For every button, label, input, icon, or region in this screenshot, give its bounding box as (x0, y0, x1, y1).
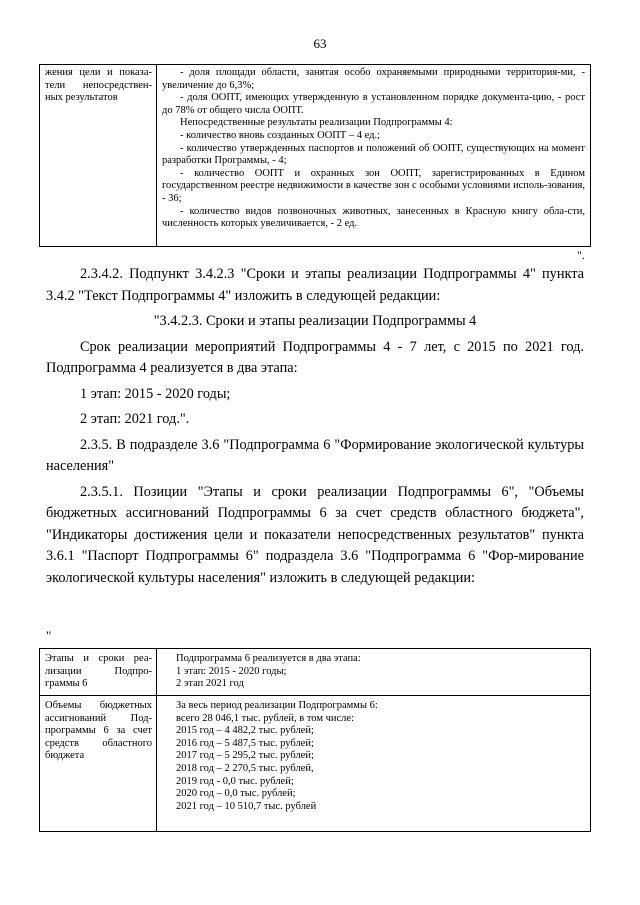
stage-line: Подпрограмма 6 реализуется в два этапа: (176, 653, 361, 664)
indicator-line: - доля площади области, занятая особо охраняемыми природными территория-ми, - увеличение до 6,3%; (162, 67, 585, 91)
paragraph: 2.3.4.2. Подпункт 3.4.2.3 "Сроки и этапы реализации Подпрограммы 4" пункта 3.4.2 "Текст Подпрограммы 4" изложить в следующей редакции: (46, 266, 584, 304)
budget-line: 2019 год - 0,0 тыс. рублей; (176, 775, 294, 787)
stages-label-cell (40, 649, 157, 696)
budget-line: 2020 год – 0,0 тыс. рублей; (176, 788, 296, 800)
paragraph: Срок реализации мероприятий Подпрограммы 4 - 7 лет, с 2015 по 2021 год. Подпрограмма 4 реализуется в два этапа: (46, 338, 584, 376)
section-heading: "3.4.2.3. Сроки и этапы реализации Подпрограммы 4 (153, 313, 477, 329)
budget-line: 2018 год – 2 270,5 тыс. рублей, (176, 762, 314, 774)
opening-quote: " (46, 628, 52, 643)
paragraph: 2.3.5. В подразделе 3.6 "Подпрограмма 6 "Формирование экологической культуры населения" (46, 436, 584, 474)
indicator-line: - количество ООПТ и охранных зон ООПТ, зарегистрированных в Едином государственном реестре недвижимости в качестве зон с особыми условиями исполь-зования, - 36; (162, 167, 585, 204)
indicator-line: - количество вновь созданных ООПТ – 4 ед.; (180, 129, 381, 141)
stages-content-cell (157, 649, 591, 696)
passport-table (39, 648, 591, 832)
budget-line: 2017 год – 5 295,2 тыс. рублей; (176, 750, 314, 762)
indicators-label: жения цели и показа-тели непосредствен-ных результатов (45, 67, 152, 104)
indicator-line: - количество видов позвоночных животных, занесенных в Красную книгу обла-сти, численность которых увеличивается, - 2 ед. (162, 205, 585, 230)
indicators-label-cell (40, 65, 157, 247)
budget-line: всего 28 046,1 тыс. рублей, в том числе: (176, 712, 354, 724)
budget-label: Объемы бюджетных ассигнований Под-программы 6 за счет средств областного бюджета (45, 700, 152, 762)
indicators-table (39, 64, 591, 247)
paragraph: 1 этап: 2015 - 2020 годы; (80, 385, 231, 402)
budget-line: 2021 год – 10 510,7 тыс. рублей (176, 800, 317, 812)
stage-line: 1 этап: 2015 - 2020 годы; (176, 665, 287, 677)
indicator-line: - доля ООПТ, имеющих утвержденную в установленном порядке документа-цию, - рост до 78% от общего числа ООПТ. (162, 92, 585, 116)
closing-quote: ". (577, 248, 585, 262)
paragraph: 2 этап: 2021 год.". (80, 411, 190, 427)
budget-line: 2016 год – 5 487,5 тыс. рублей; (176, 737, 314, 749)
indicators-content-cell (157, 65, 591, 247)
stages-label: Этапы и сроки реа-лизации Подпро-граммы 6 (45, 653, 152, 690)
document-body (46, 264, 584, 589)
budget-line: За весь период реализации Подпрограммы 6: (176, 700, 378, 711)
stage-line: 2 этап 2021 год (176, 678, 244, 690)
budget-line: 2015 год – 4 482,2 тыс. рублей; (176, 725, 314, 737)
budget-label-cell (40, 696, 157, 832)
page-number: 63 (313, 36, 327, 51)
budget-content-cell (157, 696, 591, 832)
indicator-line: - количество утвержденных паспортов и положений об ООПТ, существующих на момент разработки Программы, - 4; (162, 142, 585, 167)
indicator-line: Непосредственные результаты реализации Подпрограммы 4: (180, 117, 453, 129)
paragraph: 2.3.5.1. Позиции "Этапы и сроки реализации Подпрограммы 6", "Объемы бюджетных ассигнований Подпрограммы 6 за счет средств областного бюджета", "Индикаторы достижения цели и показатели непосредственных результатов" пункта 3.6.1 "Паспорт Подпрограммы 6" подраздела 3.6 "Подпрограмма 6 "Фор-мирование экологической культуры населения" изложить в следующей редакции: (46, 483, 584, 586)
